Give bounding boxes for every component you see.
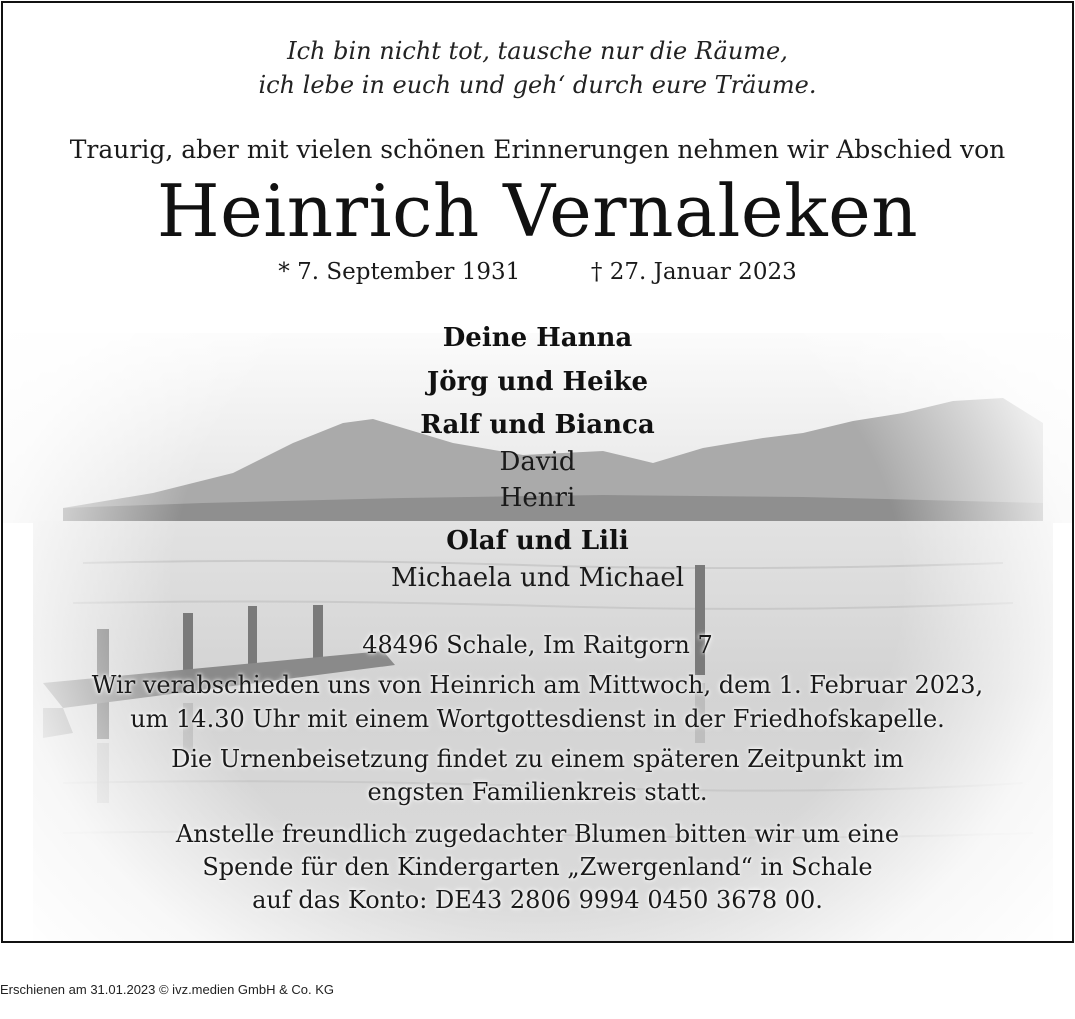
family-member: Olaf und Lili (446, 526, 629, 556)
family-member: Ralf und Bianca (420, 410, 655, 440)
donation-line-3: auf das Konto: DE43 2806 9994 0450 3678 00. (252, 886, 823, 914)
family-member: Henri (499, 483, 576, 513)
obituary-card (1, 1, 1074, 943)
quote-line-1: Ich bin nicht tot, tausche nur die Räume, (287, 37, 788, 65)
birth-date: * 7. September 1931 (278, 259, 521, 285)
family-member: Deine Hanna (442, 323, 633, 353)
intro-text: Traurig, aber mit vielen schönen Erinnerungen nehmen wir Abschied von (69, 135, 1006, 164)
urn-line-2: engsten Familienkreis statt. (367, 778, 708, 806)
family-member: David (499, 447, 576, 477)
service-line-1: Wir verabschieden uns von Heinrich am Mittwoch, dem 1. Februar 2023, (91, 671, 984, 699)
service-line-2: um 14.30 Uhr mit einem Wortgottesdienst in der Friedhofskapelle. (130, 705, 945, 733)
publication-footer: Erschienen am 31.01.2023 © ivz.medien GmbH & Co. KG (0, 982, 335, 997)
quote-line-2: ich lebe in euch und geh‘ durch eure Träume. (258, 71, 817, 99)
donation-line-2: Spende für den Kindergarten „Zwergenland“ in Schale (202, 853, 873, 881)
address: 48496 Schale, Im Raitgorn 7 (362, 631, 713, 659)
death-date: † 27. Januar 2023 (590, 259, 797, 285)
urn-line-1: Die Urnenbeisetzung findet zu einem späteren Zeitpunkt im (171, 745, 904, 773)
family-member: Michaela und Michael (390, 563, 685, 593)
obituary-content (3, 3, 1072, 941)
donation-line-1: Anstelle freundlich zugedachter Blumen bitten wir um eine (175, 820, 900, 848)
life-dates (3, 259, 1072, 285)
deceased-name: Heinrich Vernaleken (156, 169, 919, 253)
family-member: Jörg und Heike (426, 367, 649, 397)
